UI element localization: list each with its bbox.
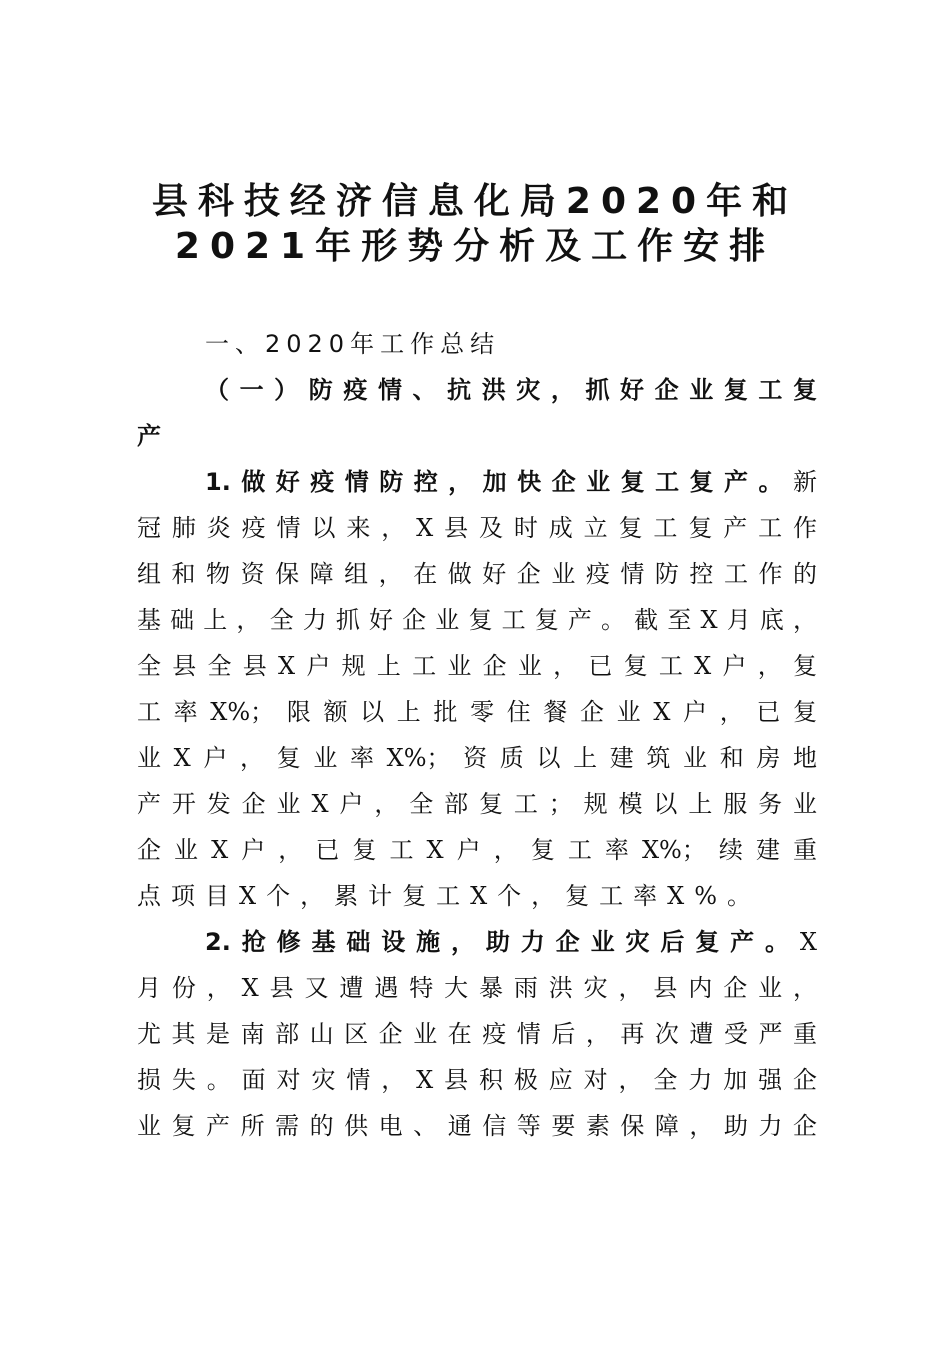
subsection-heading-line-2: 产 [137,422,161,450]
paragraph-2-line: 业复产所需的供电、通信等要素保障，助力企 [137,1112,817,1140]
document-title-line-1: 县科技经济信息化局2020年和 [151,181,799,222]
paragraph-2-line-1-rest: X [799,928,817,956]
document-title-line-2: 2021年形势分析及工作安排 [174,226,776,267]
paragraph-1-line: 基础上，全力抓好企业复工复产。截至X月底， [137,606,817,634]
subsection-heading-line-1: （一）防疫情、抗洪灾，抓好企业复工复 [205,376,817,404]
section-heading-1: 一、2020年工作总结 [205,330,501,358]
paragraph-2-line: 损失。面对灾情，X县积极应对，全力加强企 [137,1066,817,1094]
paragraph-1-line: 产开发企业X户，全部复工；规模以上服务业 [137,790,817,818]
paragraph-1-line-last: 点项目X个，累计复工X个，复工率X%。 [137,882,762,910]
paragraph-1-line: 全县全县X户规上工业企业，已复工X户，复 [137,652,817,680]
paragraph-1-line-1-rest: 新 [793,468,817,496]
paragraph-1-line: 工率X%；限额以上批零住餐企业X户，已复 [137,698,817,726]
paragraph-2-line-1 [205,925,817,959]
paragraph-2-lead: 2.抢修基础设施，助力企业灾后复产。 [205,928,800,956]
paragraph-1-lead: 1.做好疫情防控，加快企业复工复产。 [205,468,793,496]
paragraph-1-line: 冠肺炎疫情以来，X县及时成立复工复产工作 [137,514,817,542]
paragraph-1-line: 组和物资保障组，在做好企业疫情防控工作的 [137,560,817,588]
paragraph-2-line: 尤其是南部山区企业在疫情后，再次遭受严重 [137,1020,817,1048]
paragraph-1-line: 企业X户，已复工X户，复工率X%；续建重 [137,836,817,864]
paragraph-1-line: 业X户，复业率X%；资质以上建筑业和房地 [137,744,817,772]
paragraph-2-line: 月份，X县又遭遇特大暴雨洪灾，县内企业， [137,974,817,1002]
paragraph-1-line-1 [205,465,817,499]
